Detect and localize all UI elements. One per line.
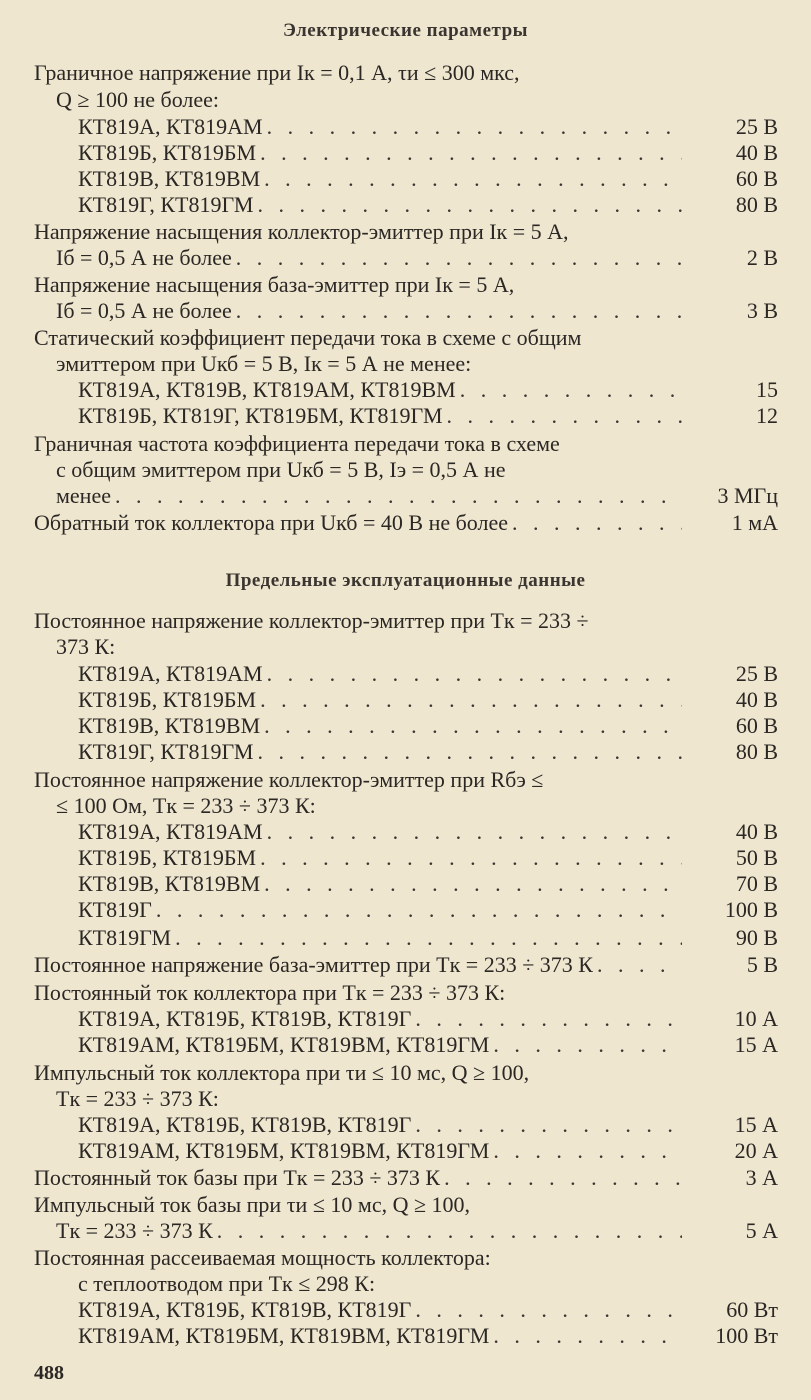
spec-row xyxy=(78,140,778,166)
section-heading-electrical: Электрические параметры xyxy=(282,20,528,41)
spec-row xyxy=(56,1218,778,1244)
spec-value: 80 В xyxy=(735,739,778,764)
leader-dots xyxy=(175,925,682,951)
spec-row xyxy=(78,114,778,140)
param-text: Tк = 233 ÷ 373 К: xyxy=(56,1086,219,1111)
leader-dots xyxy=(115,483,682,509)
param-text: Постоянное напряжение коллектор-эмиттер при Tк = 233 ÷ xyxy=(34,608,589,633)
spec-row xyxy=(78,1323,778,1349)
spec-label: КТ819В, КТ819ВМ xyxy=(78,871,261,896)
param-text: эмиттером при Uкб = 5 В, Iк = 5 А не менее: xyxy=(56,351,472,376)
spec-value: 40 В xyxy=(735,819,778,844)
spec-label: КТ819Б, КТ819БМ xyxy=(78,687,257,712)
leader-dots xyxy=(493,1323,682,1349)
leader-dots xyxy=(257,192,682,218)
spec-label: КТ819Г, КТ819ГМ xyxy=(78,192,254,217)
param-text: Q ≥ 100 не более: xyxy=(56,87,220,112)
spec-label: КТ819А, КТ819Б, КТ819В, КТ819Г xyxy=(78,1297,412,1322)
spec-row xyxy=(78,1138,778,1164)
spec-label: Постоянный ток базы при Tк = 233 ÷ 373 К xyxy=(34,1165,441,1190)
spec-value: 60 Вт xyxy=(726,1297,778,1322)
spec-label: КТ819АМ, КТ819БМ, КТ819ВМ, КТ819ГМ xyxy=(78,1032,490,1057)
param-text: Импульсный ток базы при τи ≤ 10 мс, Q ≥ 100, xyxy=(34,1192,471,1217)
spec-label: КТ819ГМ xyxy=(78,925,172,950)
leader-dots xyxy=(597,952,682,978)
leader-dots xyxy=(415,1112,682,1138)
spec-value: 40 В xyxy=(735,687,778,712)
spec-value: 50 В xyxy=(735,845,778,870)
param-text: Статический коэффициент передачи тока в схеме с общим xyxy=(34,325,582,350)
spec-row xyxy=(78,687,778,713)
spec-value: 80 В xyxy=(735,192,778,217)
spec-label: КТ819Г xyxy=(78,897,152,922)
spec-label: Обратный ток коллектора при Uкб = 40 В не более xyxy=(34,510,509,535)
spec-value: 15 xyxy=(756,377,778,402)
spec-row xyxy=(78,1112,778,1138)
spec-value: 70 В xyxy=(735,871,778,896)
spec-value: 60 В xyxy=(735,713,778,738)
spec-label: Tк = 233 ÷ 373 К xyxy=(56,1218,213,1243)
leader-dots xyxy=(264,871,682,897)
leader-dots xyxy=(415,1297,682,1323)
param-text: Напряжение насыщения база-эмиттер при Iк = 5 А, xyxy=(34,272,515,297)
param-text: Постоянный ток коллектора при Tк = 233 ÷ 373 К: xyxy=(34,980,506,1005)
spec-label: КТ819Г, КТ819ГМ xyxy=(78,739,254,764)
spec-row xyxy=(78,1032,778,1058)
spec-label: КТ819А, КТ819Б, КТ819В, КТ819Г xyxy=(78,1112,412,1137)
spec-value: 12 xyxy=(756,403,778,428)
param-text: 373 К: xyxy=(56,634,116,659)
spec-value: 2 В xyxy=(746,245,778,270)
spec-value: 25 В xyxy=(735,661,778,686)
leader-dots xyxy=(264,713,682,739)
spec-value: 3 В xyxy=(746,298,778,323)
spec-row xyxy=(56,245,778,271)
spec-label: КТ819В, КТ819ВМ xyxy=(78,166,261,191)
leader-dots xyxy=(447,403,682,429)
spec-value: 60 В xyxy=(735,166,778,191)
spec-label: Iб = 0,5 А не более xyxy=(56,245,232,270)
spec-row xyxy=(56,298,778,324)
spec-label: КТ819АМ, КТ819БМ, КТ819ВМ, КТ819ГМ xyxy=(78,1138,490,1163)
param-text: с общим эмиттером при Uкб = 5 В, Iэ = 0,5 А не xyxy=(56,457,506,482)
spec-label: КТ819А, КТ819АМ xyxy=(78,114,263,139)
spec-row xyxy=(78,192,778,218)
spec-row xyxy=(78,897,778,923)
param-text: ≤ 100 Ом, Tк = 233 ÷ 373 К: xyxy=(56,793,316,818)
spec-value: 1 мА xyxy=(731,510,778,535)
leader-dots xyxy=(493,1032,682,1058)
spec-row xyxy=(78,377,778,403)
param-text: Напряжение насыщения коллектор-эмиттер при Iк = 5 А, xyxy=(34,219,569,244)
leader-dots xyxy=(267,114,682,140)
spec-row xyxy=(78,403,778,429)
param-text: Граничная частота коэффициента передачи тока в схеме xyxy=(34,431,560,456)
spec-row xyxy=(34,510,778,536)
spec-label: менее xyxy=(56,483,111,508)
leader-dots xyxy=(260,845,682,871)
spec-row xyxy=(78,661,778,687)
leader-dots xyxy=(236,245,682,271)
spec-value: 3 МГц xyxy=(717,483,778,508)
spec-value: 25 В xyxy=(735,114,778,139)
spec-row xyxy=(78,166,778,192)
spec-row xyxy=(78,871,778,897)
spec-row xyxy=(56,483,778,509)
spec-value: 90 В xyxy=(735,925,778,950)
spec-label: КТ819Б, КТ819БМ xyxy=(78,140,257,165)
spec-row xyxy=(78,925,778,951)
spec-row xyxy=(78,739,778,765)
leader-dots xyxy=(156,897,682,923)
leader-dots xyxy=(512,510,682,536)
param-text: Постоянная рассеиваемая мощность коллектора: xyxy=(34,1245,491,1270)
leader-dots xyxy=(260,687,682,713)
param-text: с теплоотводом при Tк ≤ 298 К: xyxy=(78,1271,376,1296)
spec-row xyxy=(78,713,778,739)
spec-row xyxy=(34,1165,778,1191)
spec-row xyxy=(78,1297,778,1323)
spec-label: КТ819А, КТ819АМ xyxy=(78,819,263,844)
param-text: Постоянное напряжение коллектор-эмиттер при Rбэ ≤ xyxy=(34,767,544,792)
spec-value: 3 А xyxy=(745,1165,778,1190)
page-number: 488 xyxy=(34,1362,64,1384)
spec-label: Iб = 0,5 А не более xyxy=(56,298,232,323)
leader-dots xyxy=(260,140,682,166)
spec-label: КТ819А, КТ819АМ xyxy=(78,661,263,686)
spec-value: 100 Вт xyxy=(715,1323,778,1348)
spec-value: 40 В xyxy=(735,140,778,165)
spec-label: КТ819Б, КТ819БМ xyxy=(78,845,257,870)
spec-value: 5 А xyxy=(745,1218,778,1243)
spec-row xyxy=(78,819,778,845)
leader-dots xyxy=(264,166,682,192)
leader-dots xyxy=(267,819,682,845)
spec-label: КТ819А, КТ819Б, КТ819В, КТ819Г xyxy=(78,1006,412,1031)
spec-value: 100 В xyxy=(724,897,778,922)
spec-value: 10 А xyxy=(734,1006,778,1031)
spec-value: 15 А xyxy=(734,1112,778,1137)
leader-dots xyxy=(257,739,682,765)
spec-label: КТ819Б, КТ819Г, КТ819БМ, КТ819ГМ xyxy=(78,403,443,428)
spec-label: КТ819АМ, КТ819БМ, КТ819ВМ, КТ819ГМ xyxy=(78,1323,490,1348)
spec-row xyxy=(78,1006,778,1032)
spec-value: 15 А xyxy=(734,1032,778,1057)
leader-dots xyxy=(415,1006,682,1032)
leader-dots xyxy=(444,1165,682,1191)
leader-dots xyxy=(493,1138,682,1164)
leader-dots xyxy=(217,1218,682,1244)
spec-label: КТ819В, КТ819ВМ xyxy=(78,713,261,738)
spec-row xyxy=(78,845,778,871)
leader-dots xyxy=(236,298,682,324)
param-text: Граничное напряжение при Iк = 0,1 А, τи ≤ 300 мкс, xyxy=(34,60,520,85)
spec-row xyxy=(34,952,778,978)
spec-value: 20 А xyxy=(734,1138,778,1163)
leader-dots xyxy=(460,377,682,403)
spec-label: КТ819А, КТ819В, КТ819АМ, КТ819ВМ xyxy=(78,377,456,402)
spec-value: 5 В xyxy=(746,952,778,977)
spec-label: Постоянное напряжение база-эмиттер при Tк = 233 ÷ 373 К xyxy=(34,952,593,977)
leader-dots xyxy=(267,661,682,687)
param-text: Импульсный ток коллектора при τи ≤ 10 мс, Q ≥ 100, xyxy=(34,1060,530,1085)
section-heading-limits: Предельные эксплуатационные данные xyxy=(225,570,586,591)
